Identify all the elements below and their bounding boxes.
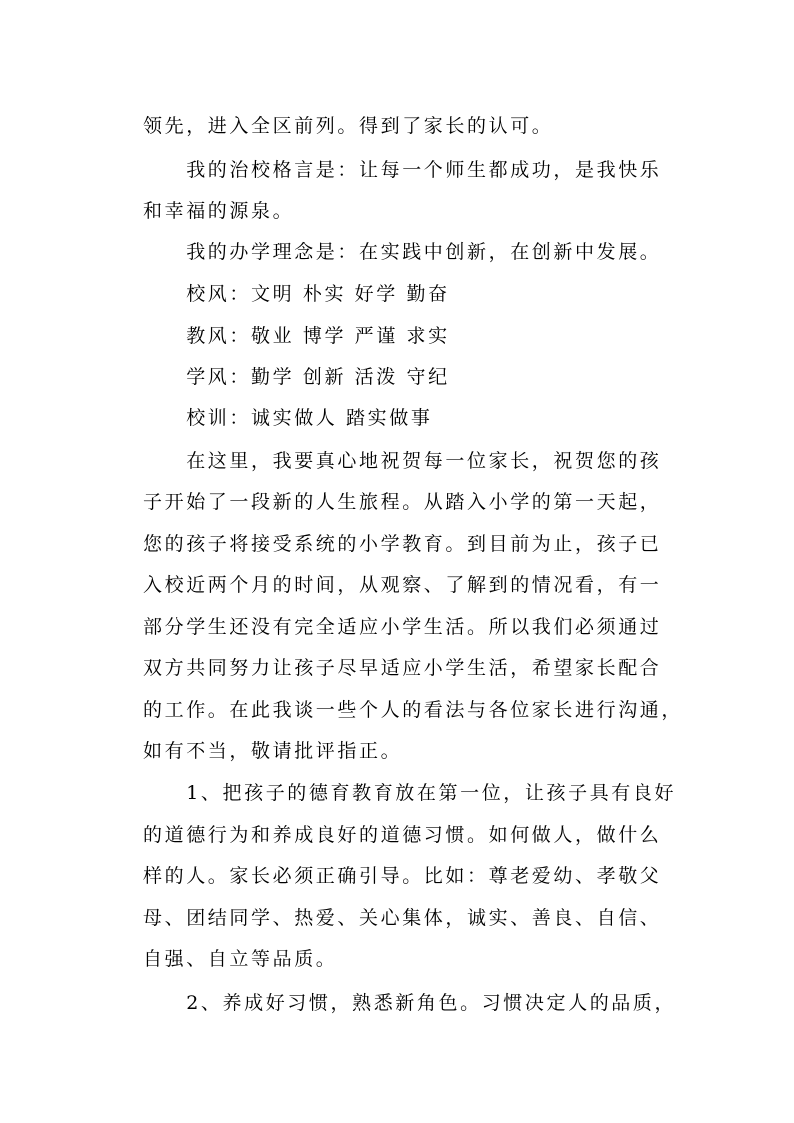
text-line: 教风：敬业 博学 严谨 求实 bbox=[143, 325, 450, 347]
text-line: 入校近两个月的时间，从观察、了解到的情况看，有一 bbox=[143, 574, 662, 596]
text-line: 学风：勤学 创新 活泼 守纪 bbox=[143, 366, 450, 388]
text-line: 校风：文明 朴实 好学 勤奋 bbox=[143, 283, 450, 305]
text-line: 我的治校格言是：让每一个师生都成功，是我快乐 bbox=[143, 159, 662, 181]
text-line: 和幸福的源泉。 bbox=[143, 200, 295, 222]
text-line: 母、团结同学、热爱、关心集体，诚实、善良、自信、 bbox=[143, 907, 662, 929]
text-line: 部分学生还没有完全适应小学生活。所以我们必须通过 bbox=[143, 616, 662, 638]
text-line: 2、养成好习惯，熟悉新角色。习惯决定人的品质， bbox=[143, 992, 677, 1014]
text-line: 校训：诚实做人 踏实做事 bbox=[143, 407, 433, 429]
text-line: 领先，进入全区前列。得到了家长的认可。 bbox=[143, 115, 554, 137]
text-line: 双方共同努力让孩子尽早适应小学生活，希望家长配合 bbox=[143, 657, 662, 679]
text-line: 如有不当，敬请批评指正。 bbox=[143, 740, 403, 762]
text-line: 样的人。家长必须正确引导。比如：尊老爱幼、孝敬父 bbox=[143, 865, 662, 887]
text-line: 的道德行为和养成良好的道德习惯。如何做人，做什么 bbox=[143, 824, 662, 846]
text-line: 自强、自立等品质。 bbox=[143, 948, 338, 970]
text-line: 1、把孩子的德育教育放在第一位，让孩子具有良好 bbox=[143, 782, 677, 804]
text-line: 您的孩子将接受系统的小学教育。到目前为止，孩子已 bbox=[143, 533, 662, 555]
text-line: 在这里，我要真心地祝贺每一位家长，祝贺您的孩 bbox=[143, 450, 662, 472]
text-line: 的工作。在此我谈一些个人的看法与各位家长进行沟通， bbox=[143, 699, 684, 721]
text-line: 子开始了一段新的人生旅程。从踏入小学的第一天起， bbox=[143, 491, 662, 513]
text-line: 我的办学理念是：在实践中创新，在创新中发展。 bbox=[143, 241, 662, 263]
